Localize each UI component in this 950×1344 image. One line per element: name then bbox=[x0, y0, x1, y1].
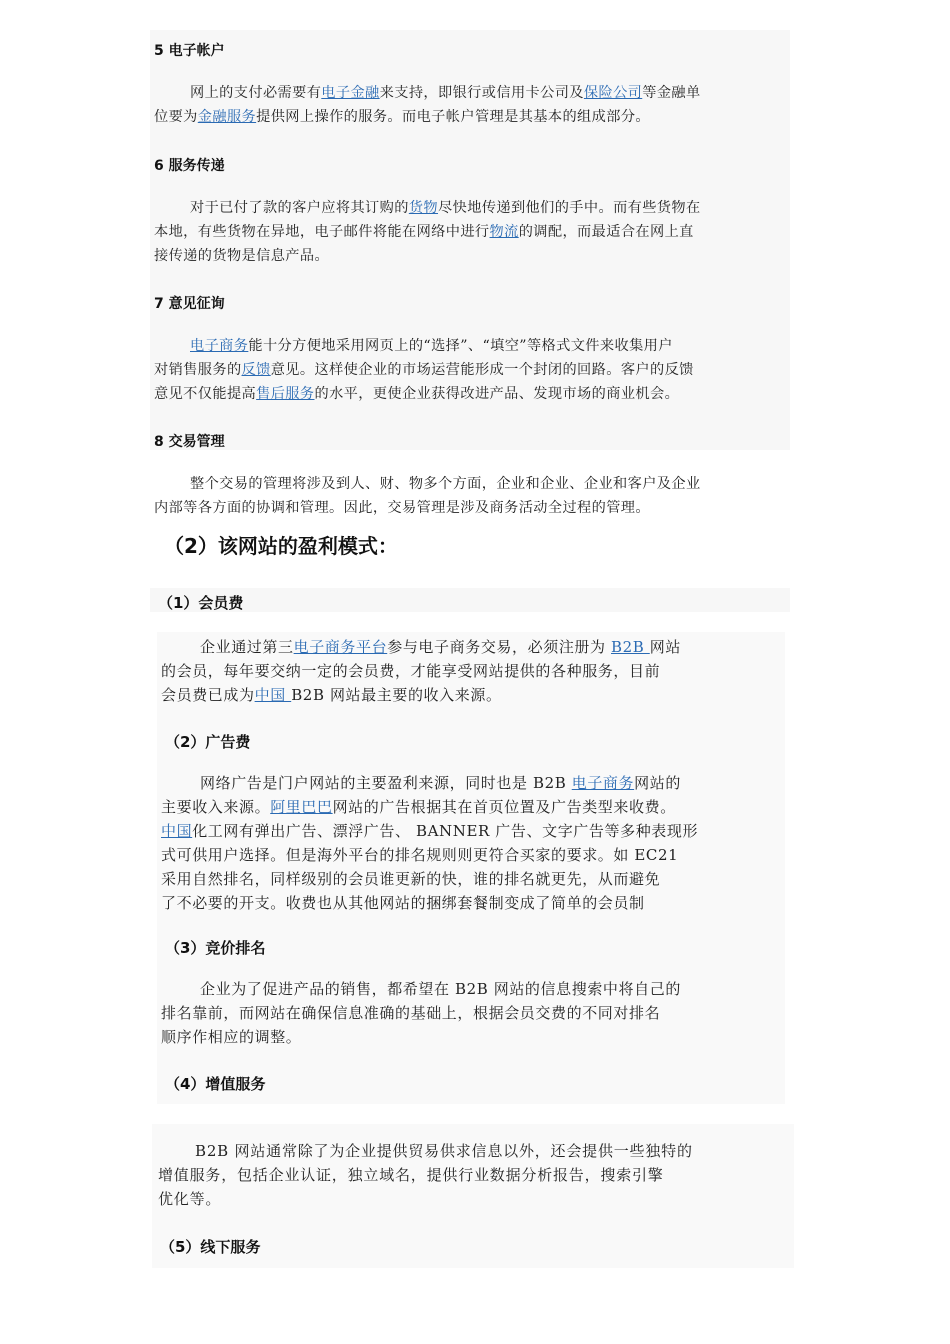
membership-line-3 bbox=[161, 684, 502, 708]
text: B2B 网站最主要的收入来源。 bbox=[291, 686, 502, 704]
advertising-line-4: 式可供用户选择。但是海外平台的排名规则则更符合买家的要求。如 EC21 bbox=[161, 846, 679, 864]
text: 网站的 bbox=[634, 774, 681, 792]
text: 参与电子商务交易，必须注册为 bbox=[387, 638, 611, 656]
text: 本地，有些货物在异地，电子邮件将能在网络中进行 bbox=[154, 224, 490, 240]
text: 网站的广告根据其在首页位置及广告类型来收费。 bbox=[332, 798, 676, 816]
text: 化工网有弹出广告、漂浮广告、 BANNER 广告、文字广告等多种表现形 bbox=[192, 822, 699, 840]
section-6-line-3: 接传递的货物是信息产品。 bbox=[154, 248, 330, 264]
background-block-heading-1 bbox=[150, 588, 790, 612]
advertising-line-2 bbox=[161, 796, 676, 820]
section-5-line-1 bbox=[190, 82, 701, 106]
text: 对于已付了款的客户应将其订购的 bbox=[190, 200, 409, 216]
value-added-heading: （4）增值服务 bbox=[165, 1075, 266, 1093]
link-china[interactable]: 中国 bbox=[254, 686, 292, 704]
text: 主要收入来源。 bbox=[161, 798, 271, 816]
link-logistics[interactable]: 物流 bbox=[489, 224, 519, 240]
text: 网上的支付必需要有 bbox=[190, 85, 322, 101]
text: 能十分方便地采用网页上的“选择”、“填空”等格式文件来收集用户 bbox=[248, 338, 673, 354]
value-added-line-3: 优化等。 bbox=[158, 1190, 222, 1208]
section-7-heading: 7 意见征询 bbox=[154, 296, 225, 312]
advertising-line-5: 采用自然排名，同样级别的会员谁更新的快，谁的排名就更先，从而避免 bbox=[161, 870, 661, 888]
section-8-heading: 8 交易管理 bbox=[154, 434, 225, 450]
bidding-line-1: 企业为了促进产品的销售，都希望在 B2B 网站的信息搜索中将自己的 bbox=[200, 980, 681, 998]
section-6-line-2 bbox=[154, 221, 694, 245]
link-e-commerce-2[interactable]: 电子商务 bbox=[571, 774, 635, 792]
link-insurance-company[interactable]: 保险公司 bbox=[583, 85, 643, 101]
bidding-line-3: 顺序作相应的调整。 bbox=[161, 1028, 302, 1046]
link-e-commerce[interactable]: 电子商务 bbox=[190, 338, 249, 354]
section-7-line-3 bbox=[154, 383, 679, 407]
link-goods[interactable]: 货物 bbox=[408, 200, 439, 216]
profit-model-title: （2）该网站的盈利模式： bbox=[164, 534, 398, 558]
value-added-line-2: 增值服务，包括企业认证，独立域名，提供行业数据分析报告，搜索引擎 bbox=[158, 1166, 664, 1184]
text: 企业通过第三 bbox=[200, 638, 294, 656]
section-6-line-1 bbox=[190, 197, 701, 221]
link-electronic-finance[interactable]: 电子金融 bbox=[321, 85, 380, 101]
text: 意见不仅能提高 bbox=[154, 386, 257, 402]
section-5-heading: 5 电子帐户 bbox=[154, 43, 225, 59]
bidding-ranking-heading: （3）竞价排名 bbox=[165, 939, 266, 957]
text: 等金融单 bbox=[642, 85, 701, 101]
bidding-line-2: 排名靠前，而网站在确保信息准确的基础上，根据会员交费的不同对排名 bbox=[161, 1004, 661, 1022]
link-financial-services[interactable]: 金融服务 bbox=[197, 109, 257, 125]
text: 提供网上操作的服务。而电子帐户管理是其基本的组成部分。 bbox=[256, 109, 650, 125]
text: 来支持，即银行或信用卡公司及 bbox=[379, 85, 584, 101]
advertising-line-6: 了不必要的开支。收费也从其他网站的捆绑套餐制变成了简单的会员制 bbox=[161, 894, 645, 912]
text: 意见。这样使企业的市场运营能形成一个封闭的回路。客户的反馈 bbox=[270, 362, 694, 378]
text: 网络广告是门户网站的主要盈利来源，同时也是 B2B bbox=[200, 774, 572, 792]
section-5-line-2 bbox=[154, 106, 650, 130]
text: 对销售服务的 bbox=[154, 362, 242, 378]
link-after-sales-service[interactable]: 售后服务 bbox=[256, 386, 315, 402]
link-china-2[interactable]: 中国 bbox=[161, 822, 193, 840]
link-alibaba[interactable]: 阿里巴巴 bbox=[270, 798, 333, 816]
membership-line-2: 的会员，每年要交纳一定的会员费，才能享受网站提供的各种服务，目前 bbox=[161, 662, 661, 680]
membership-line-1 bbox=[200, 636, 681, 660]
advertising-line-1 bbox=[200, 772, 681, 796]
section-8-line-2: 内部等各方面的协调和管理。因此，交易管理是涉及商务活动全过程的管理。 bbox=[154, 500, 650, 516]
text: 会员费已成为 bbox=[161, 686, 255, 704]
section-6-heading: 6 服务传递 bbox=[154, 158, 225, 174]
text: 尽快地传递到他们的手中。而有些货物在 bbox=[438, 200, 701, 216]
text: 位要为 bbox=[154, 109, 198, 125]
offline-services-heading: （5）线下服务 bbox=[160, 1238, 261, 1256]
membership-fee-heading: （1）会员费 bbox=[158, 594, 244, 612]
text: 网站 bbox=[649, 638, 681, 656]
text: 的调配，而最适合在网上直 bbox=[518, 224, 694, 240]
section-7-line-2 bbox=[154, 359, 694, 383]
link-e-commerce-platform[interactable]: 电子商务平台 bbox=[293, 638, 388, 656]
section-7-line-1 bbox=[190, 335, 673, 359]
link-b2b[interactable]: B2B bbox=[611, 638, 650, 656]
advertising-fee-heading: （2）广告费 bbox=[165, 733, 251, 751]
section-8-line-1: 整个交易的管理将涉及到人、财、物多个方面，企业和企业、企业和客户及企业 bbox=[190, 476, 701, 492]
text: 的水平，更使企业获得改进产品、发现市场的商业机会。 bbox=[314, 386, 680, 402]
advertising-line-3 bbox=[161, 820, 698, 844]
link-feedback[interactable]: 反馈 bbox=[241, 362, 271, 378]
value-added-line-1: B2B 网站通常除了为企业提供贸易供求信息以外，还会提供一些独特的 bbox=[195, 1142, 693, 1160]
